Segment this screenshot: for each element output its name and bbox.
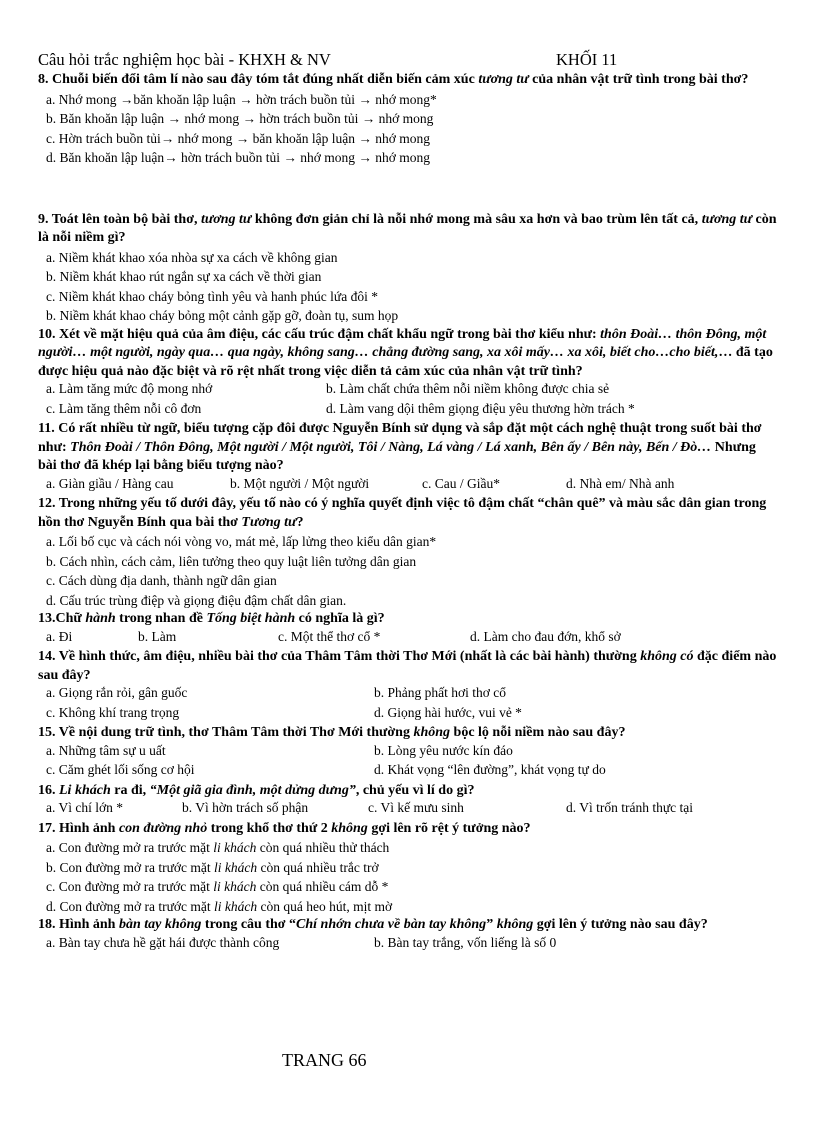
question-16: 16. Li khách ra đi, “Một giã gia đình, một dửng dưng”, chủ yếu vì lí do gì? <box>38 782 475 798</box>
q15-option-c: c. Căm ghét lối sống cơ hội <box>46 762 195 777</box>
q10-option-c: c. Làm tăng thêm nỗi cô đơn <box>46 400 202 416</box>
question-17: 17. Hình ảnh con đường nhỏ trong khổ thơ thứ 2 không gợi lên rõ rệt ý tưởng nào? <box>38 820 531 836</box>
q10-option-b: b. Làm chất chứa thêm nỗi niềm không được chia sẻ <box>326 381 610 396</box>
q8-option-a: a. Nhớ mong →băn khoăn lập luận → hờn trách buồn tủi → nhớ mong* <box>46 91 437 107</box>
q10-option-d: d. Làm vang dội thêm giọng điệu yêu thương hờn trách * <box>326 400 635 416</box>
q9-option-b: b. Niềm khát khao rút ngắn sự xa cách về thời gian <box>46 269 322 284</box>
q16-option-a: a. Vì chí lớn * <box>46 800 124 815</box>
question-15: 15. Về nội dung trữ tình, thơ Thâm Tâm thời Thơ Mới thường không bộc lộ nỗi niềm nào sau đây? <box>38 725 626 740</box>
page-number: TRANG 66 <box>282 1050 367 1070</box>
q16-option-d: d. Vì trốn tránh thực tại <box>566 800 694 815</box>
q16-option-c: c. Vì kế mưu sinh <box>368 800 464 815</box>
q8-option-d: d. Băn khoăn lập luận→ hờn trách buồn tủi → nhớ mong → nhớ mong <box>46 150 430 165</box>
q10-options-row-1 <box>38 381 778 401</box>
q18-option-a: a. Bàn tay chưa hề gặt hái được thành công <box>46 934 280 950</box>
q9-option-c: c. Niềm khát khao cháy bỏng tình yêu và hanh phúc lứa đôi * <box>46 288 378 304</box>
question-18: 18. Hình ảnh bàn tay không trong câu thơ “Chí nhớn chưa về bàn tay không” không gợi lên ý tưởng nào sau đây? <box>38 917 708 932</box>
q11-option-b: b. Một người / Một người <box>230 475 370 491</box>
q15-option-b: b. Lòng yêu nước kín đáo <box>374 742 513 758</box>
q14-option-d: d. Giọng hài hước, vui vẻ * <box>374 704 522 720</box>
header-title: Câu hỏi trắc nghiệm học bài - KHXH & NV <box>38 50 331 69</box>
question-13: 13.Chữ hành trong nhan đề Tống biệt hành có nghĩa là gì? <box>38 611 385 626</box>
q13-option-b: b. Làm <box>138 628 177 644</box>
q18-option-b: b. Bàn tay trắng, vốn liếng là số 0 <box>374 934 557 950</box>
q14-options-row-1 <box>38 685 778 705</box>
q17-option-a: a. Con đường mở ra trước mặt li khách còn quá nhiều thử thách <box>46 840 390 855</box>
q8-option-b: b. Băn khoăn lập luận → nhớ mong → hờn trách buồn tủi → nhớ mong <box>46 111 434 126</box>
q14-option-a: a. Giọng rắn rỏi, gân guốc <box>46 685 188 700</box>
question-14: 14. Về hình thức, âm điệu, nhiều bài thơ của Thâm Tâm thời Thơ Mới (nhất là các bài hành) thường không có đặc điểm nào sau đây? <box>38 649 777 683</box>
q9-option-d: b. Niềm khát khao cháy bỏng một cảnh gặp gỡ, đoàn tụ, sum họp <box>46 308 399 323</box>
q11-option-d: d. Nhà em/ Nhà anh <box>566 475 675 491</box>
question-12: 12. Trong những yếu tố dưới đây, yếu tố nào có ý nghĩa quyết định việc tô đậm chất “chân quê” và màu sắc dân gian trong hồn thơ Nguyễn Bính qua bài thơ Tương tư? <box>38 496 767 530</box>
q10-options-row-2 <box>38 401 778 421</box>
q15-option-d: d. Khát vọng “lên đường”, khát vọng tự do <box>374 762 606 777</box>
question-8: 8. Chuỗi biến đổi tâm lí nào sau đây tóm tắt đúng nhất diễn biến cảm xúc tương tư của nhân vật trữ tình trong bài thơ? <box>38 72 749 87</box>
page-header <box>38 50 778 70</box>
q14-option-b: b. Phảng phất hơi thơ cổ <box>374 685 507 700</box>
q16-option-b: b. Vì hờn trách số phận <box>182 800 309 815</box>
q15-option-a: a. Những tâm sự u uất <box>46 742 166 758</box>
q12-option-d: d. Cấu trúc trùng điệp và giọng điệu đậm chất dân gian. <box>46 592 347 608</box>
q13-options-row <box>38 629 778 649</box>
q15-options-row-2 <box>38 762 778 782</box>
q13-option-a: a. Đi <box>46 628 73 644</box>
q11-options-row <box>38 476 778 496</box>
q13-option-d: d. Làm cho đau đớn, khổ sở <box>470 628 621 644</box>
q16-options-row <box>38 800 778 820</box>
page <box>38 50 778 954</box>
q14-options-row-2 <box>38 705 778 725</box>
q17-option-d: d. Con đường mở ra trước mặt li khách còn quá heo hút, mịt mờ <box>46 898 393 914</box>
q15-options-row-1 <box>38 743 778 763</box>
q10-option-a: a. Làm tăng mức độ mong nhớ <box>46 381 213 396</box>
header-grade: KHỐI 11 <box>556 50 618 69</box>
q12-option-c: c. Cách dùng địa danh, thành ngữ dân gian <box>46 573 277 588</box>
q12-option-a: a. Lối bố cục và cách nói vòng vo, mát mẻ, lấp lửng theo kiểu dân gian* <box>46 534 437 549</box>
q12-option-b: b. Cách nhìn, cách cảm, liên tưởng theo quy luật liên tưởng dân gian <box>46 553 417 569</box>
q17-option-c: c. Con đường mở ra trước mặt li khách còn quá nhiều cám dỗ * <box>46 879 389 894</box>
q14-option-c: c. Không khí trang trọng <box>46 704 180 720</box>
q11-option-a: a. Giàn giầu / Hàng cau <box>46 475 174 491</box>
q17-option-b: b. Con đường mở ra trước mặt li khách còn quá nhiều trắc trở <box>46 859 379 875</box>
q8-option-c: c. Hờn trách buồn tủi→ nhớ mong → băn khoăn lập luận → nhớ mong <box>46 130 430 146</box>
q11-option-c: c. Cau / Giầu* <box>422 475 500 491</box>
q18-options-row <box>38 935 778 955</box>
question-11: 11. Có rất nhiều từ ngữ, biểu tượng cặp đôi được Nguyễn Bính sử dụng và sắp đặt một cách nghệ thuật trong suốt bài thơ như: Thôn Đoài / Thôn Đông, Một người / Một người, Tôi / Nàng, Lá vàng / Lá xanh, Bên ấy / Bên này, Bến / Đò… Nhưng bài thơ đã khép lại bằng biểu tượng nào? <box>38 421 762 473</box>
q13-option-c: c. Một thể thơ cổ * <box>278 628 381 644</box>
question-9: 9. Toát lên toàn bộ bài thơ, tương tư không đơn giản chỉ là nỗi nhớ mong mà sâu xa hơn và bao trùm lên tất cả, tương tư còn là nỗi niềm gì? <box>38 211 777 245</box>
question-10: 10. Xét về mặt hiệu quả của âm điệu, các cấu trúc đậm chất khẩu ngữ trong bài thơ kiểu như: thôn Đoài… thôn Đông, một người… một người, ngày qua… qua ngày, không sang… chẳng đường sang, xa xôi mấy… xa xôi, biết cho…cho biết,… đã tạo được hiệu quả nào đặc biệt và rõ rệt nhất trong việc diễn tả cảm xúc của nhân vật trữ tình? <box>38 326 773 379</box>
q9-option-a: a. Niềm khát khao xóa nhòa sự xa cách về không gian <box>46 249 338 265</box>
